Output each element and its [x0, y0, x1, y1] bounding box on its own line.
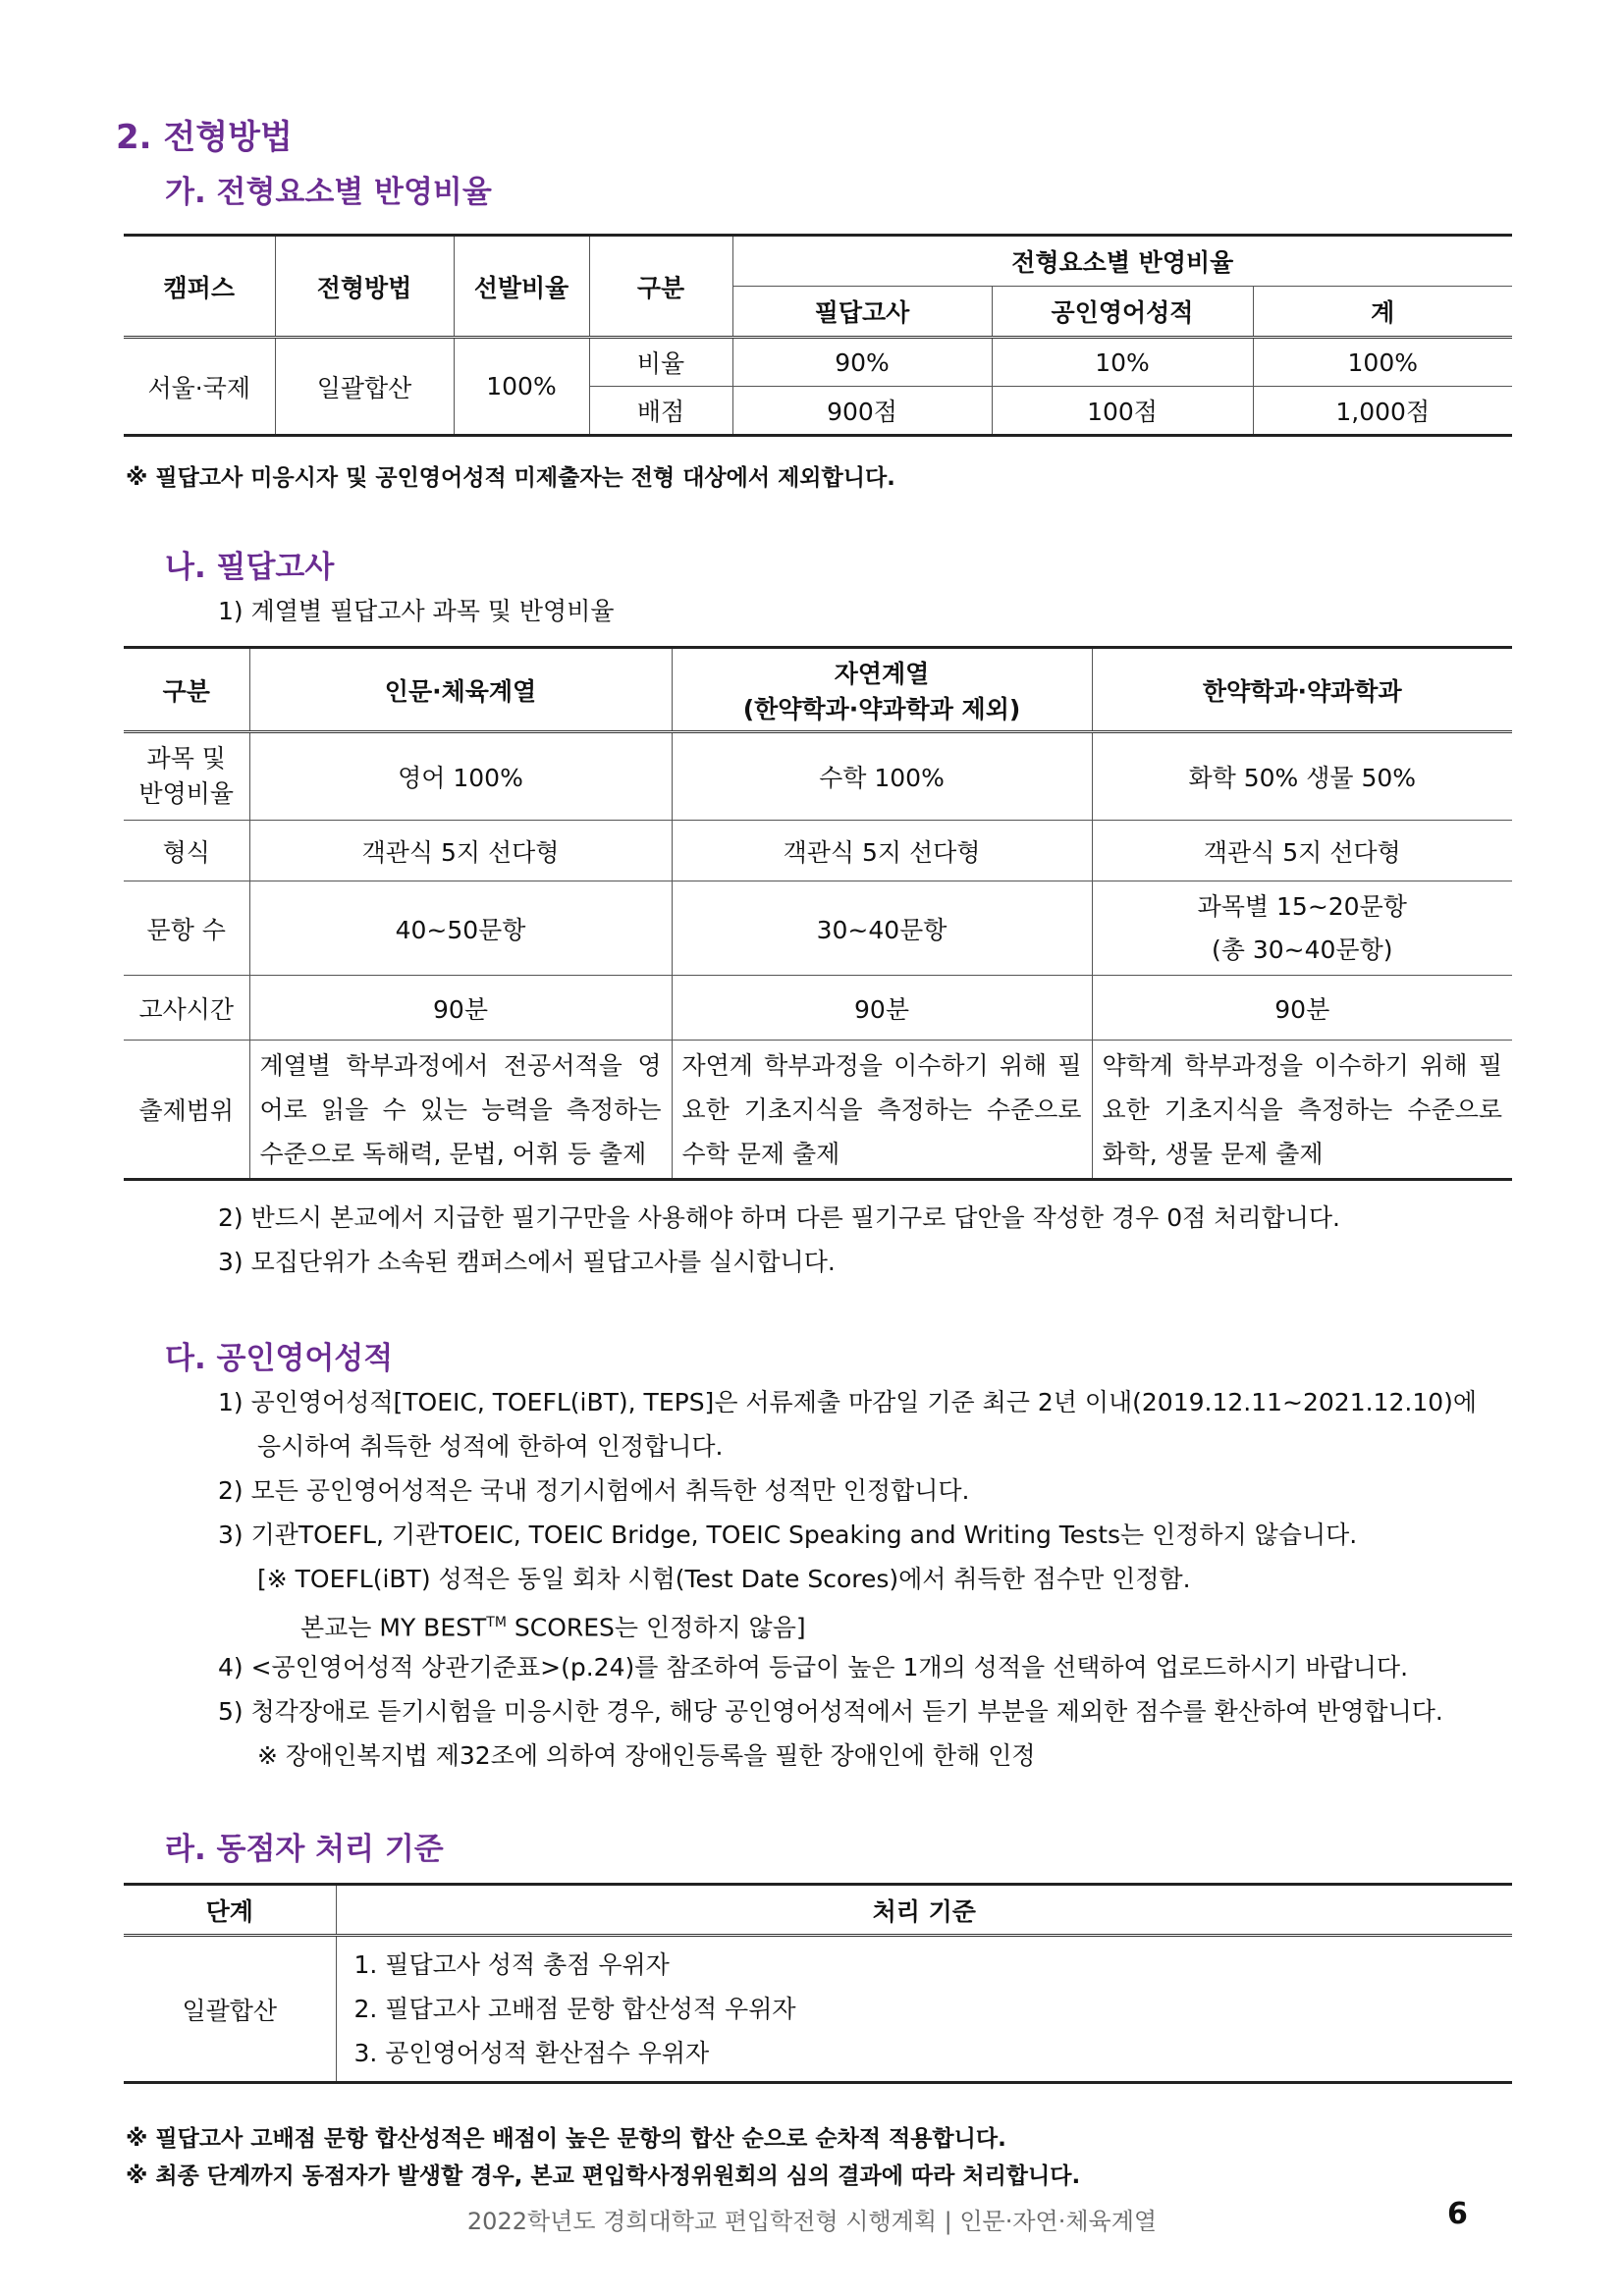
header-english: 공인영어성적	[992, 287, 1253, 338]
tiebreak-stage: 일괄합산	[124, 1936, 336, 2083]
na-item3: 3) 모집단위가 소속된 캠퍼스에서 필답고사를 실시합니다.	[218, 1248, 836, 1276]
exam-r2-c3: 객관식 5지 선다형	[1092, 821, 1512, 881]
page-number: 6	[1447, 2197, 1468, 2231]
exam-header-div: 구분	[124, 648, 249, 732]
da-item1-line1: 1) 공인영어성적[TOEIC, TOEFL(iBT), TEPS]은 서류제출 마감일 기준 최근 2년 이내(2019.12.11~2021.12.10)에	[218, 1388, 1478, 1416]
tiebreak-header-stage: 단계	[124, 1885, 336, 1936]
cell-campus: 서울·국제	[124, 338, 275, 436]
exam-header-col2	[672, 648, 1092, 732]
tiebreak-criteria	[336, 1936, 1512, 2083]
exam-r1-c2: 수학 100%	[672, 732, 1092, 821]
da-item2: 2) 모든 공인영어성적은 국내 정기시험에서 취득한 성적만 인정합니다.	[218, 1476, 970, 1505]
header-div: 구분	[589, 236, 732, 338]
exam-r3-c3-line1: 과목별 15~20문항	[1197, 891, 1407, 921]
exam-r3-label: 문항 수	[124, 881, 249, 976]
header-ratio: 선발비율	[454, 236, 589, 338]
tiebreak-table	[124, 1883, 1512, 2084]
exam-r3-c1: 40~50문항	[249, 881, 672, 976]
page-footer: 2022학년도 경희대학교 편입학전형 시행계획 | 인문·자연·체육계열	[466, 2208, 1158, 2235]
na-item2: 2) 반드시 본교에서 지급한 필기구만을 사용해야 하며 다른 필기구로 답안을 작성한 경우 0점 처리합니다.	[218, 1203, 1340, 1232]
cell-method: 일괄합산	[275, 338, 454, 436]
cell-row2-exam: 900점	[732, 387, 992, 436]
header-total: 계	[1253, 287, 1512, 338]
tiebreak-criteria-1: 1. 필답고사 성적 총점 우위자	[353, 1950, 670, 1979]
da-item4: 4) <공인영어성적 상관기준표>(p.24)를 참조하여 등급이 높은 1개의 성적을 선택하여 업로드하시기 바랍니다.	[218, 1653, 1409, 1682]
da-item3: 3) 기관TOEFL, 기관TOEIC, TOEIC Bridge, TOEIC Speaking and Writing Tests는 인정하지 않습니다.	[218, 1521, 1358, 1549]
ga-note: ※ 필답고사 미응시자 및 공인영어성적 미제출자는 전형 대상에서 제외합니다.	[126, 465, 895, 491]
subsection-title-na: 나. 필답고사	[165, 550, 335, 585]
exam-r5-c2: 자연계 학부과정을 이수하기 위해 필요한 기초지식을 측정하는 수준으로 수학 문제 출제	[672, 1041, 1092, 1180]
da-item5: 5) 청각장애로 듣기시험을 미응시한 경우, 해당 공인영어성적에서 듣기 부분을 제외한 점수를 환산하여 반영합니다.	[218, 1697, 1443, 1726]
cell-row2-total: 1,000점	[1253, 387, 1512, 436]
exam-r4-c1: 90분	[249, 976, 672, 1041]
exam-r1-label	[124, 732, 249, 821]
da-item1-line2: 응시하여 취득한 성적에 한하여 인정합니다.	[257, 1432, 724, 1461]
exam-header-col2-line2: (한약학과·약과학과 제외)	[742, 694, 1021, 723]
exam-r2-c1: 객관식 5지 선다형	[249, 821, 672, 881]
da-item3-note1: [※ TOEFL(iBT) 성적은 동일 회차 시험(Test Date Scores)에서 취득한 점수만 인정함.	[257, 1565, 1191, 1593]
da-item3-note2	[300, 1601, 806, 1649]
tiebreak-header-criteria: 처리 기준	[336, 1885, 1512, 1936]
exam-r4-c2: 90분	[672, 976, 1092, 1041]
cell-row2-label: 배점	[589, 387, 732, 436]
header-reflect: 전형요소별 반영비율	[732, 236, 1512, 287]
subsection-title-ga: 가. 전형요소별 반영비율	[165, 175, 492, 210]
da-item3-note2-pre: 본교는 MY BEST	[300, 1613, 487, 1642]
exam-r5-c1: 계열별 학부과정에서 전공서적을 영어로 읽을 수 있는 능력을 측정하는 수준으로 독해력, 문법, 어휘 등 출제	[249, 1041, 672, 1180]
exam-r2-label: 형식	[124, 821, 249, 881]
exam-r1-label-line2: 반영비율	[138, 779, 235, 808]
exam-r3-c3-line2: (총 30~40문항)	[1212, 934, 1393, 964]
exam-r5-label: 출제범위	[124, 1041, 249, 1180]
cell-row1-exam: 90%	[732, 338, 992, 387]
exam-header-col3: 한약학과·약과학과	[1092, 648, 1512, 732]
exam-header-col2-line1: 자연계열	[834, 659, 930, 688]
exam-table	[124, 646, 1512, 1181]
exam-r1-c1: 영어 100%	[249, 732, 672, 821]
trademark-sup: TM	[486, 1615, 507, 1630]
exam-r3-c3	[1092, 881, 1512, 976]
cell-row1-english: 10%	[992, 338, 1253, 387]
exam-r1-label-line1: 과목 및	[146, 744, 226, 773]
section-title: 2. 전형방법	[116, 118, 293, 157]
header-exam: 필답고사	[732, 287, 992, 338]
exam-r4-c3: 90분	[1092, 976, 1512, 1041]
header-campus: 캠퍼스	[124, 236, 275, 338]
tiebreak-criteria-2: 2. 필답고사 고배점 문항 합산성적 우위자	[353, 1995, 796, 2023]
cell-row1-total: 100%	[1253, 338, 1512, 387]
exam-r1-c3: 화학 50% 생물 50%	[1092, 732, 1512, 821]
cell-row1-label: 비율	[589, 338, 732, 387]
cell-row2-english: 100점	[992, 387, 1253, 436]
subsection-title-da: 다. 공인영어성적	[165, 1341, 394, 1376]
exam-r4-label: 고사시간	[124, 976, 249, 1041]
cell-ratio: 100%	[454, 338, 589, 436]
tiebreak-criteria-3: 3. 공인영어성적 환산점수 우위자	[353, 2039, 710, 2067]
ra-note2: ※ 최종 단계까지 동점자가 발생할 경우, 본교 편입학사정위원회의 심의 결과에 따라 처리합니다.	[126, 2163, 1081, 2189]
subsection-title-ra: 라. 동점자 처리 기준	[165, 1832, 444, 1867]
exam-r5-c3: 약학계 학부과정을 이수하기 위해 필요한 기초지식을 측정하는 수준으로 화학, 생물 문제 출제	[1092, 1041, 1512, 1180]
exam-header-col1: 인문·체육계열	[249, 648, 672, 732]
ra-note1: ※ 필답고사 고배점 문항 합산성적은 배점이 높은 문항의 합산 순으로 순차적 적용합니다.	[126, 2126, 1006, 2152]
header-method: 전형방법	[275, 236, 454, 338]
na-item1: 1) 계열별 필답고사 과목 및 반영비율	[218, 597, 615, 625]
exam-r2-c2: 객관식 5지 선다형	[672, 821, 1092, 881]
da-item5-note: ※ 장애인복지법 제32조에 의하여 장애인등록을 필한 장애인에 한해 인정	[257, 1741, 1036, 1770]
da-item3-note2-post: SCORES는 인정하지 않음]	[506, 1613, 806, 1642]
ratio-table	[124, 234, 1512, 437]
exam-r3-c2: 30~40문항	[672, 881, 1092, 976]
